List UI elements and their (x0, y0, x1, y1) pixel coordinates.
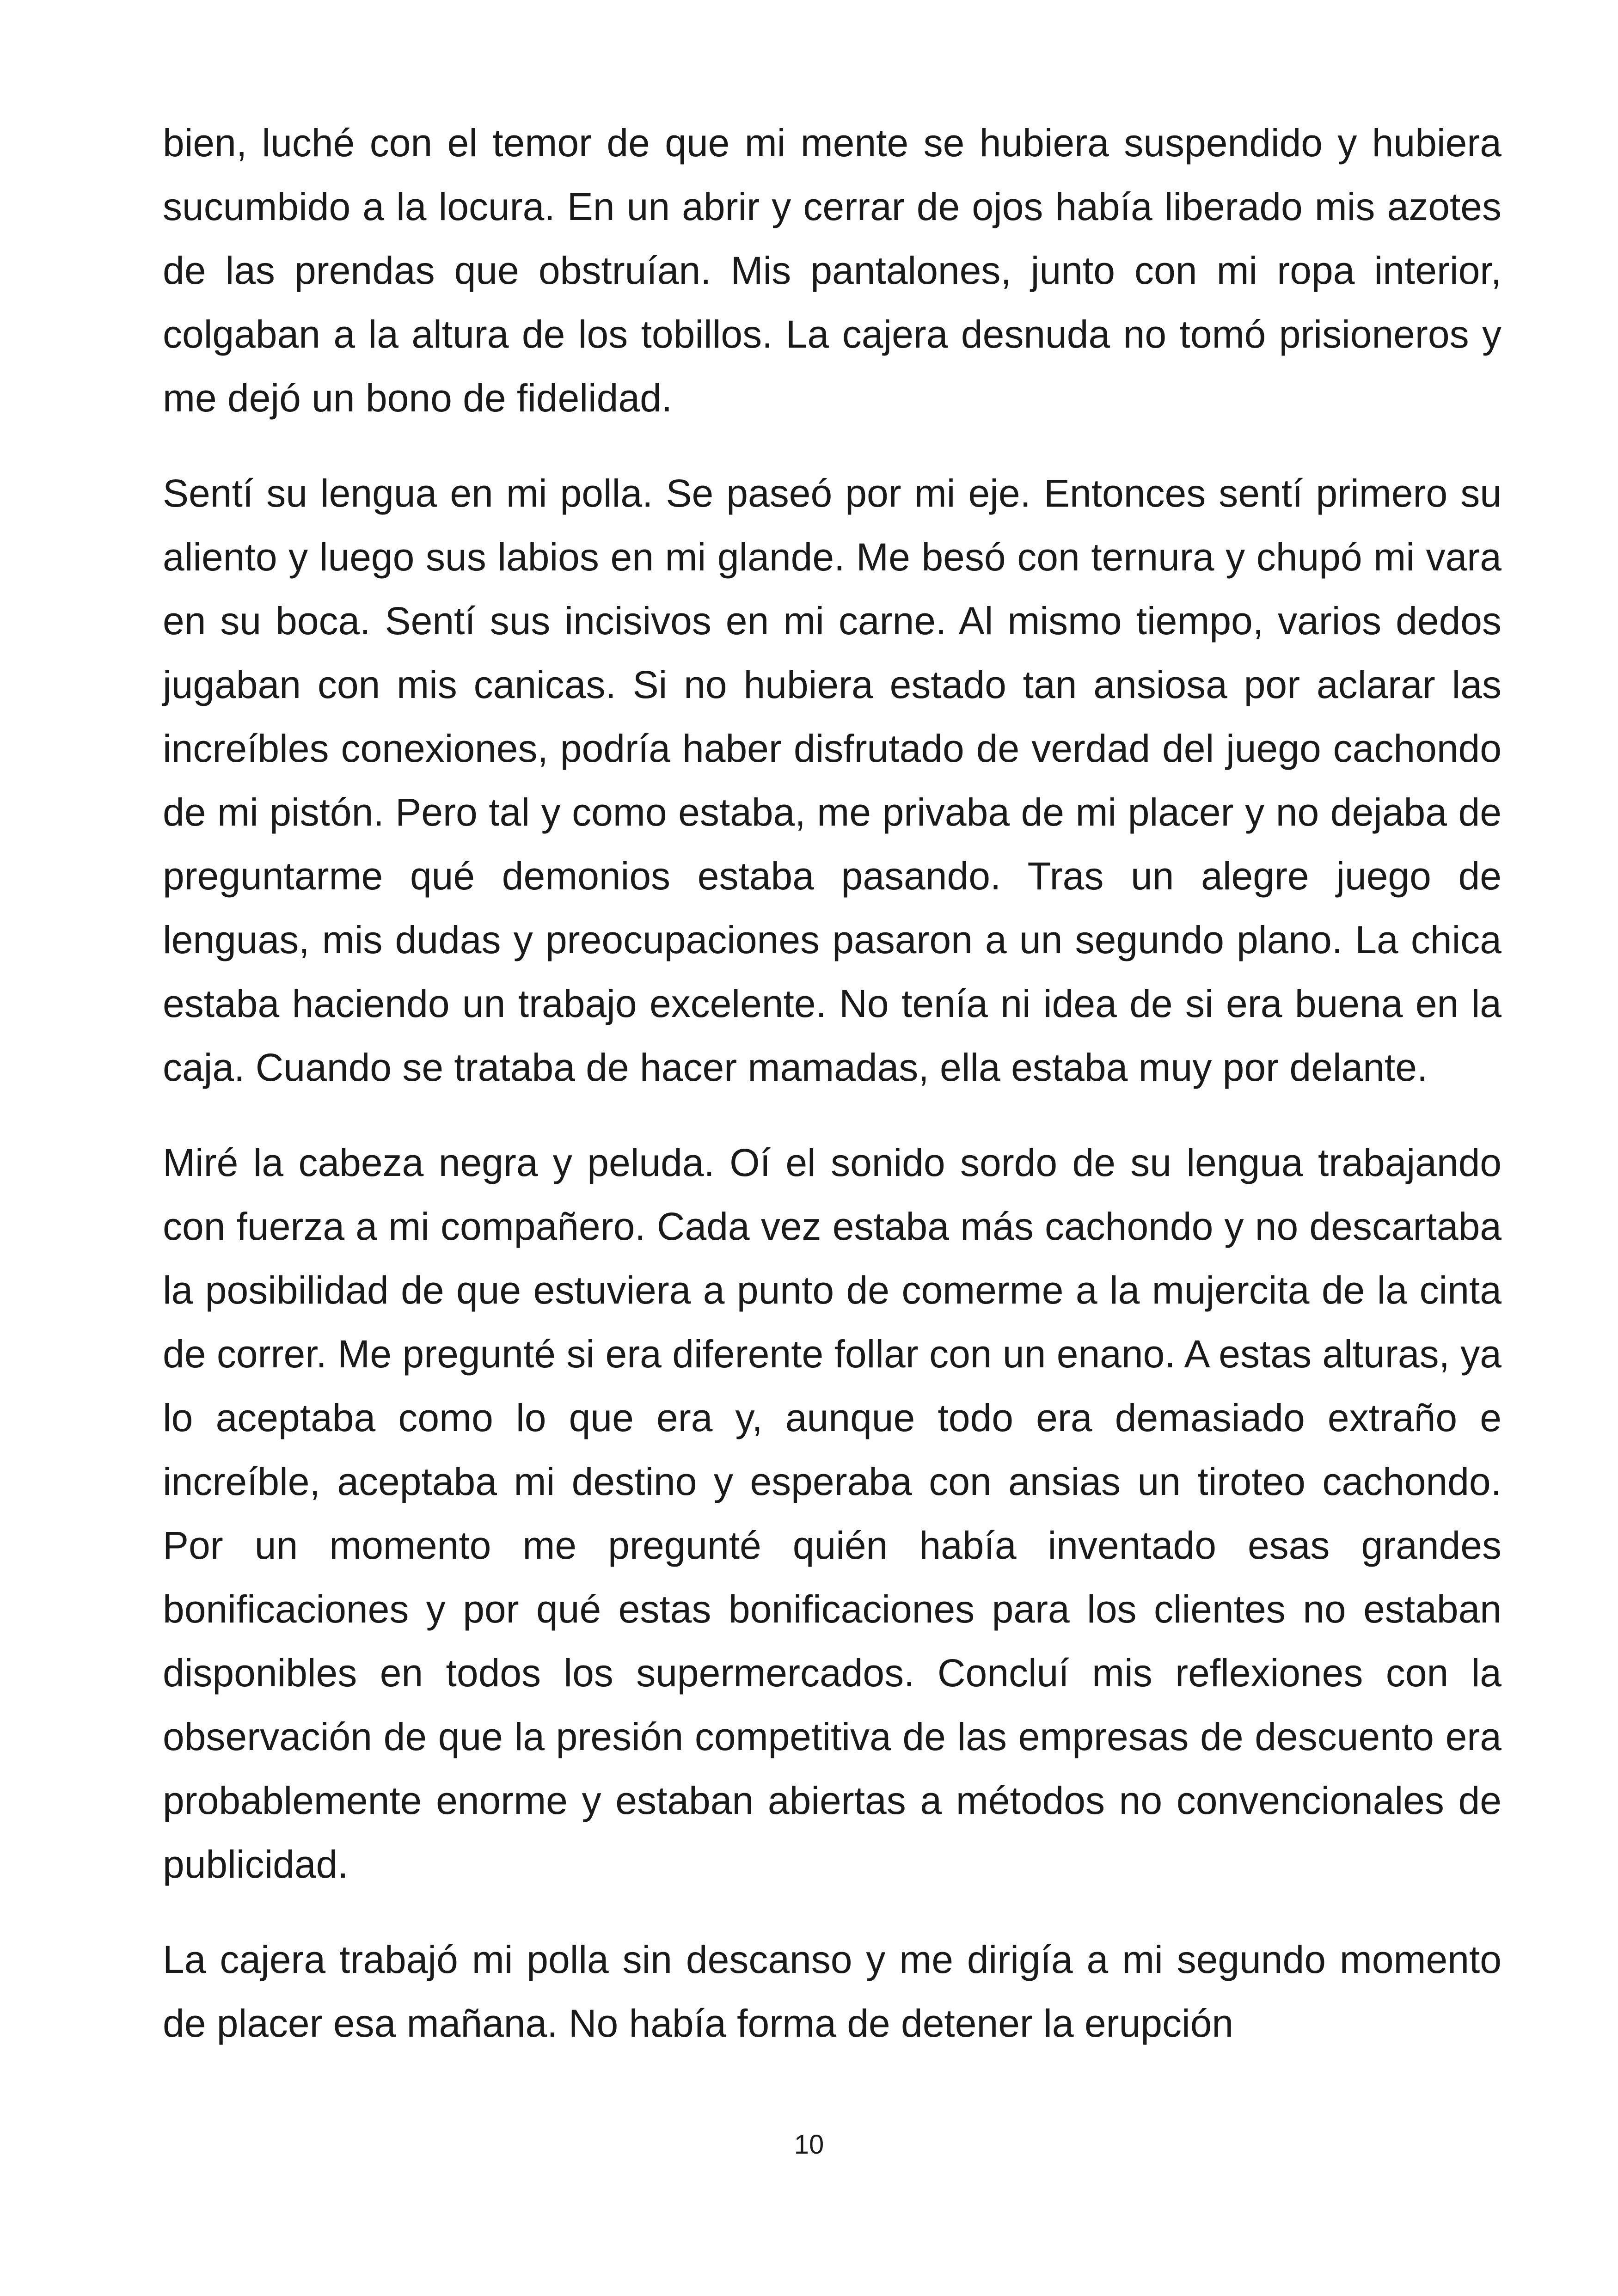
page-number: 10 (794, 2130, 824, 2160)
paragraph-1: bien, luché con el temor de que mi mente se hubiera suspendido y hubiera sucumbido a la locura. En un abrir y cerrar de ojos había liberado mis azotes de las prendas que obstruían. Mis pantalones, junto con mi ropa interior, colgaban a la altura de los tobillos. La cajera desnuda no tomó prisioneros y me dejó un bono de fidelidad. (163, 121, 1502, 420)
paragraph-3: Miré la cabeza negra y peluda. Oí el sonido sordo de su lengua trabajando con fuerza a mi compañero. Cada vez estaba más cachondo y no descartaba la posibilidad de que estuviera a punto de comerme a la mujercita de la cinta de correr. Me pregunté si era diferente follar con un enano. A estas alturas, ya lo aceptaba como lo que era y, aunque todo era demasiado extraño e increíble, aceptaba mi destino y esperaba con ansias un tiroteo cachondo. Por un momento me pregunté quién había inventado esas grandes bonificaciones y por qué estas bonificaciones para los clientes no estaban disponibles en todos los supermercados. Concluí mis reflexiones con la observación de que la presión competitiva de las empresas de descuento era probablemente enorme y estaban abiertas a métodos no convencionales de publicidad. (163, 1141, 1502, 1886)
body-text (163, 111, 1502, 2055)
paragraph-4: La cajera trabajó mi polla sin descanso y me dirigía a mi segundo momento de placer esa mañana. No había forma de detener la erupción (163, 1938, 1502, 2045)
paragraph-2: Sentí su lengua en mi polla. Se paseó por mi eje. Entonces sentí primero su aliento y luego sus labios en mi glande. Me besó con ternura y chupó mi vara en su boca. Sentí sus incisivos en mi carne. Al mismo tiempo, varios dedos jugaban con mis canicas. Si no hubiera estado tan ansiosa por aclarar las increíbles conexiones, podría haber disfrutado de verdad del juego cachondo de mi pistón. Pero tal y como estaba, me privaba de mi placer y no dejaba de preguntarme qué demonios estaba pasando. Tras un alegre juego de lenguas, mis dudas y preocupaciones pasaron a un segundo plano. La chica estaba haciendo un trabajo excelente. No tenía ni idea de si era buena en la caja. Cuando se trataba de hacer mamadas, ella estaba muy por delante. (163, 471, 1502, 1089)
